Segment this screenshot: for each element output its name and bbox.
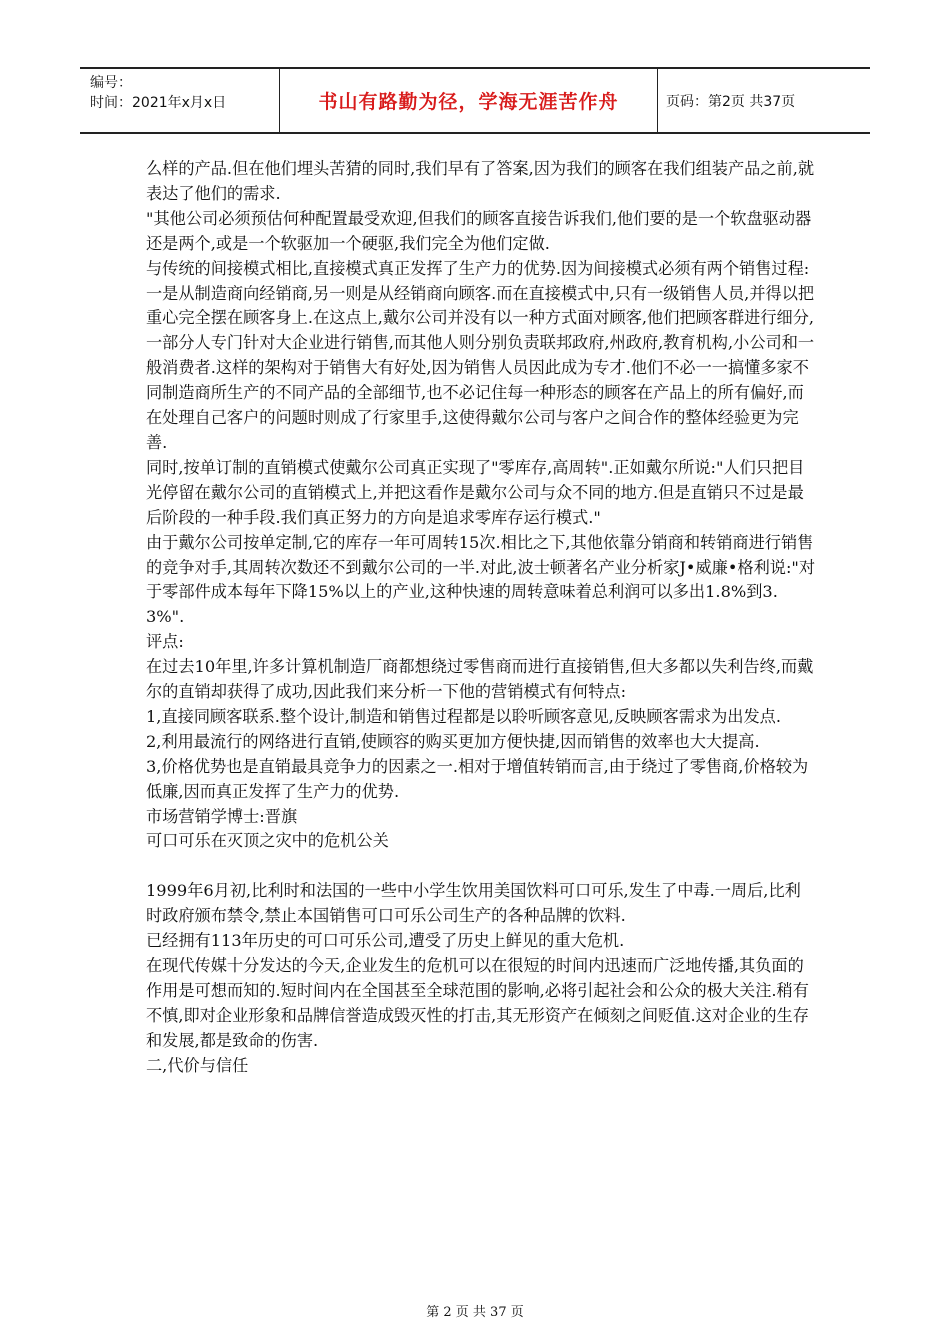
article-title: 可口可乐在灭顶之灾中的危机公关 xyxy=(146,831,389,851)
header-page-info: 页码：第2页 共37页 xyxy=(666,93,796,110)
document-body xyxy=(146,157,816,1079)
paragraph: 么样的产品.但在他们埋头苦猜的同时,我们早有了答案,因为我们的顾客在我们组装产品之前,就表达了他们的需求. xyxy=(146,159,815,203)
paragraph: "其他公司必须预估何种配置最受欢迎,但我们的顾客直接告诉我们,他们要的是一个软盘驱动器还是两个,或是一个软驱加一个硬驱,我们完全为他们定做. xyxy=(146,208,812,253)
paragraph: 在过去10年里,许多计算机制造厂商都想绕过零售商而进行直接销售,但大多都以失利告终,而戴尔的直销却获得了成功,因此我们来分析一下他的营销模式有何特点: xyxy=(146,657,814,702)
list-item: 2,利用最流行的网络进行直销,使顾容的购买更加方便快捷,因而销售的效率也大大提高. xyxy=(146,731,760,751)
paragraph: 由于戴尔公司按单定制,它的库存一年可周转15次.相比之下,其他依靠分销商和转销商进行销售的竞争对手,其周转次数还不到戴尔公司的一半.对此,波士顿著名产业分析家J•威廉•格利说:"对于零部件成本每年下降15%以上的产业,这种快速的周转意味着总利润可以多出1.8%到3.3%". xyxy=(146,532,816,627)
list-item: 1,直接同顾客联系.整个设计,制造和销售过程都是以聆听顾客意见,反映顾客需求为出发点. xyxy=(146,706,781,726)
header-motto-cell xyxy=(280,69,658,132)
document-number-label: 编号： xyxy=(90,75,132,91)
header-motto: 书山有路勤为径，学海无涯苦作舟 xyxy=(318,91,619,113)
paragraph: 在现代传媒十分发达的今天,企业发生的危机可以在很短的时间内迅速而广泛地传播,其负面的作用是可想而知的.短时间内在全国甚至全球范围的影响,必将引起社会和公众的极大关注.稍有不慎,即对企业形象和品牌信誉造成毁灭性的打击,其无形资产在倾刻之间贬值.这对企业的生存和发展,都是致命的伤害. xyxy=(146,955,809,1050)
section-label: 评点: xyxy=(146,632,184,652)
footer-page-number: 第 2 页 共 37 页 xyxy=(426,1305,524,1320)
blank-line xyxy=(146,854,816,879)
paragraph: 与传统的间接模式相比,直接模式真正发挥了生产力的优势.因为间接模式必须有两个销售过程:一是从制造商向经销商,另一则是从经销商向顾客.而在直接模式中,只有一级销售人员,并得以把重心完全摆在顾客身上.在这点上,戴尔公司并没有以一种方式面对顾客,他们把顾客群进行细分,一部分人专门针对大企业进行销售,而其他人则分别负责联邦政府,州政府,教育机构,小公司和一般消费者.这样的架构对于销售大有好处,因为销售人员因此成为专才.他们不必一一搞懂多家不同制造商所生产的不同产品的全部细节,也不必记住每一种形态的顾客在产品上的所有偏好,而在处理自己客户的问题时则成了行家里手,这使得戴尔公司与客户之间合作的整体经验更为完善. xyxy=(146,258,815,452)
section-heading: 二,代价与信任 xyxy=(146,1055,249,1075)
header-meta xyxy=(80,69,280,132)
paragraph: 1999年6月初,比利时和法国的一些中小学生饮用美国饮料可口可乐,发生了中毒.一周后,比利时政府颁布禁令,禁止本国销售可口可乐公司生产的各种品牌的饮料. xyxy=(146,881,801,926)
paragraph: 同时,按单订制的直销模式使戴尔公司真正实现了"零库存,高周转".正如戴尔所说:"人们只把目光停留在戴尔公司的直销模式上,并把这看作是戴尔公司与众不同的地方.但是直销只不过是最后阶段的一种手段.我们真正努力的方向是追求零库存运行模式." xyxy=(146,457,805,527)
paragraph: 已经拥有113年历史的可口可乐公司,遭受了历史上鲜见的重大危机. xyxy=(146,931,625,951)
header-page-info-cell xyxy=(658,69,870,132)
page-header xyxy=(80,67,870,134)
document-time-label: 时间：2021年x月x日 xyxy=(90,95,227,111)
author-line: 市场营销学博士:晋旗 xyxy=(146,806,298,826)
page-footer xyxy=(0,1301,950,1320)
list-item: 3,价格优势也是直销最具竞争力的因素之一.相对于增值转销而言,由于绕过了零售商,价格较为低廉,因而真正发挥了生产力的优势. xyxy=(146,756,809,801)
